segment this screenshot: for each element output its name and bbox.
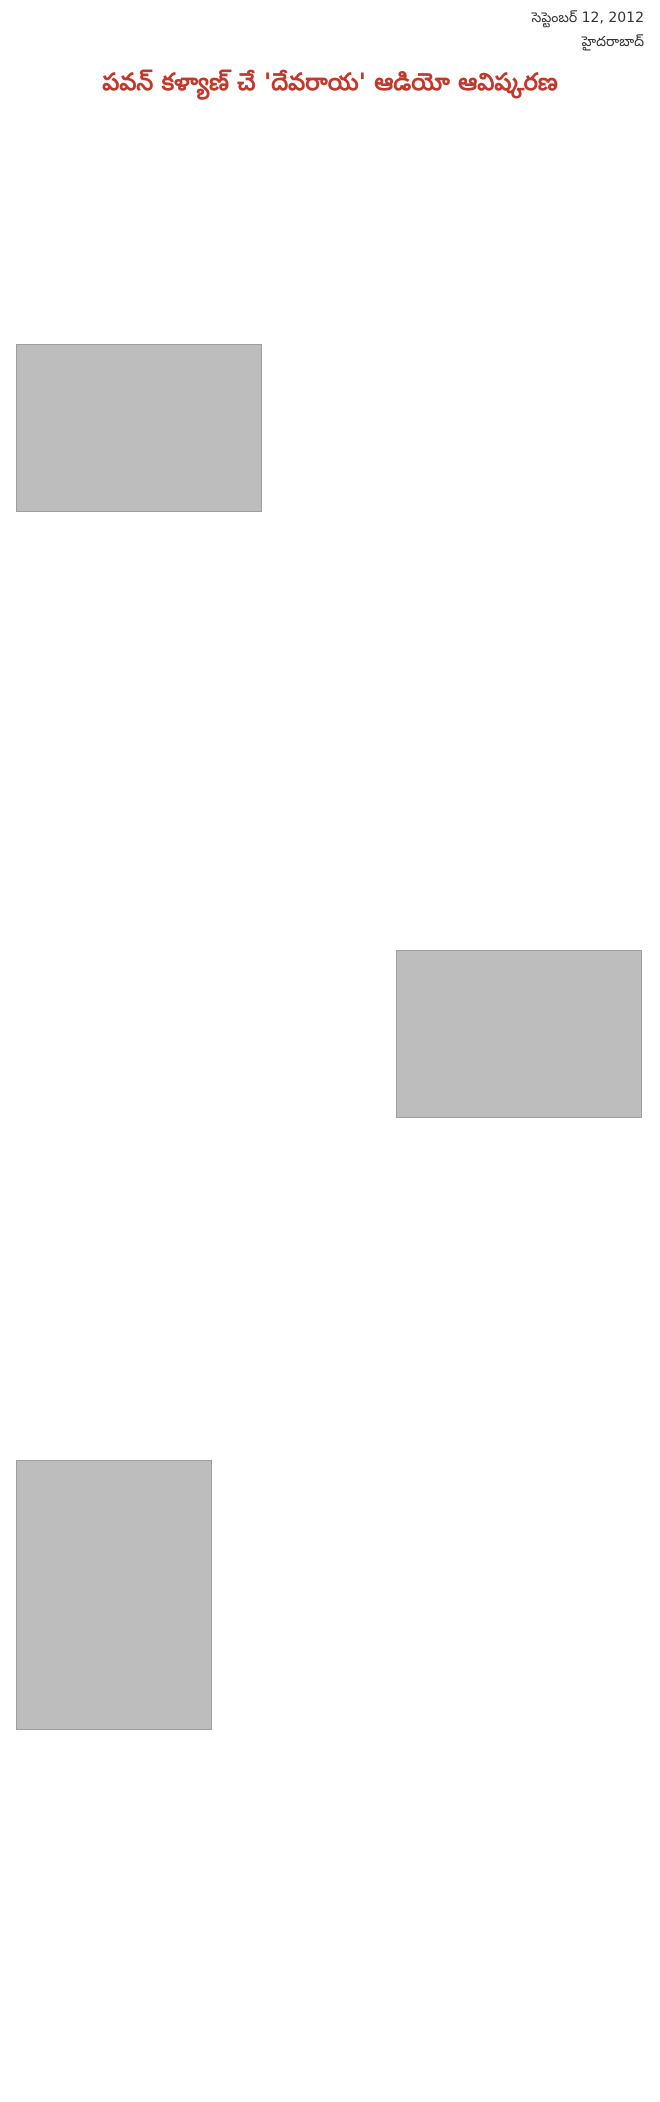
place: హైదరాబాద్ bbox=[581, 34, 644, 50]
photo-pawan-kalyan bbox=[16, 344, 262, 512]
article-title: పవన్ కళ్యాణ్ చే 'దేవరాయ' ఆడియో ఆవిష్కరణ bbox=[102, 68, 558, 96]
dateline bbox=[532, 6, 644, 54]
date: సెప్టెంబర్ 12, 2012 bbox=[531, 10, 644, 26]
photo-event-guests bbox=[396, 950, 642, 1118]
photo-heroine bbox=[16, 1460, 212, 1730]
